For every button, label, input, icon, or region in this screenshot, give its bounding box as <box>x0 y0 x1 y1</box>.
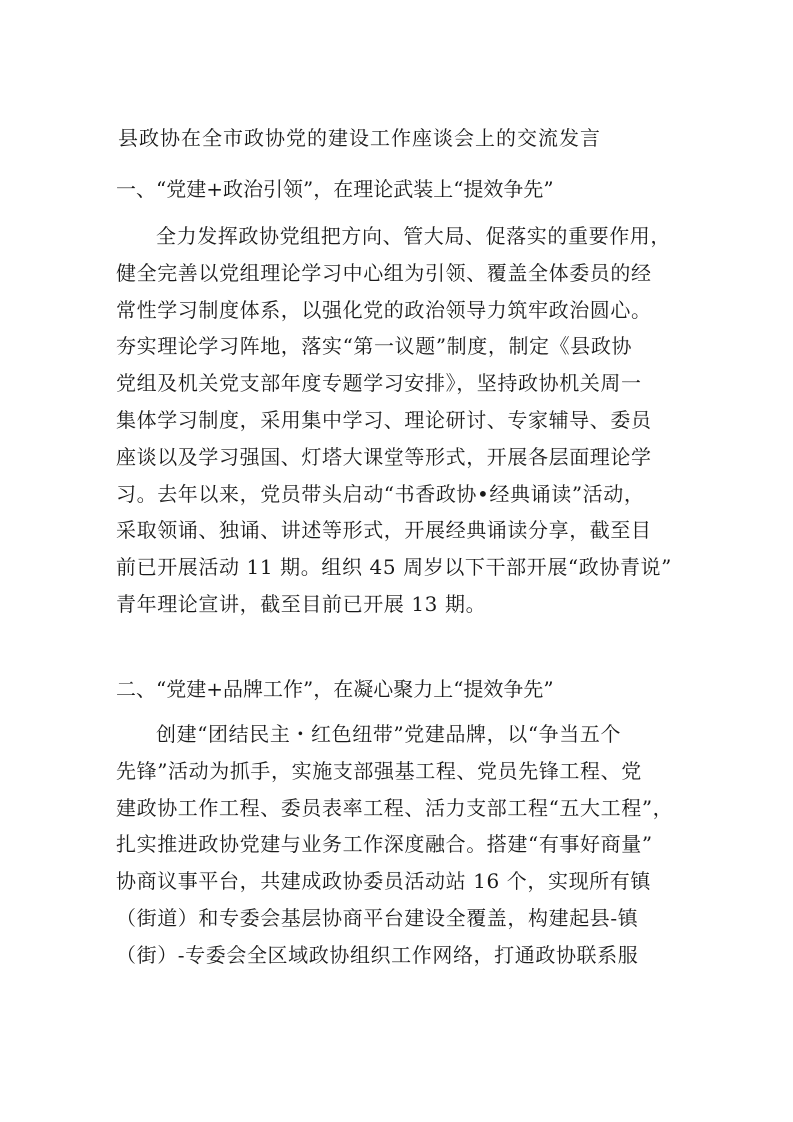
paragraph-line: 先锋”活动为抓手，实施支部强基工程、党员先锋工程、党 <box>116 758 642 783</box>
section-heading-1: 一、“党建+政治引领”，在理论武装上“提效争先” <box>116 177 554 201</box>
paragraph-line: （街道）和专委会基层协商平台建设全覆盖，构建起县-镇 <box>116 905 639 930</box>
paragraph-line: 青年理论宣讲，截至目前已开展 13 期。 <box>116 591 487 616</box>
paragraph-line: 采取领诵、独诵、讲述等形式，开展经典诵读分享，截至目 <box>116 518 652 543</box>
paragraph-line: 党组及机关党支部年度专题学习安排》，坚持政协机关周一 <box>116 371 642 396</box>
paragraph-line: 建政协工作工程、委员表率工程、活力支部工程“五大工程”， <box>116 795 674 820</box>
paragraph-line: 座谈以及学习强国、灯塔大课堂等形式，开展各层面理论学 <box>116 444 652 469</box>
section-2-paragraph <box>116 716 678 974</box>
paragraph-line: 集体学习制度，采用集中学习、理论研讨、专家辅导、委员 <box>116 407 652 432</box>
section-heading-2: 二、“党建+品牌工作”，在凝心聚力上“提效争先” <box>116 677 554 701</box>
document-title: 县政协在全市政协党的建设工作座谈会上的交流发言 <box>118 126 601 150</box>
paragraph-line: 习。去年以来，党员带头启动“书香政协•经典诵读”活动， <box>116 481 645 506</box>
paragraph-line: 常性学习制度体系，以强化党的政治领导力筑牢政治圆心。 <box>116 297 652 322</box>
paragraph-line: （街）-专委会全区域政协组织工作网络，打通政协联系服 <box>116 942 639 967</box>
paragraph-line: 前已开展活动 11 期。组织 45 周岁以下干部开展“政协青说” <box>116 555 672 580</box>
paragraph-line: 扎实推进政协党建与业务工作深度融合。搭建“有事好商量” <box>116 832 653 857</box>
paragraph-line: 全力发挥政协党组把方向、管大局、促落实的重要作用， <box>156 224 671 248</box>
paragraph-line: 创建“团结民主・红色纽带”党建品牌，以“争当五个 <box>156 722 622 746</box>
section-1-paragraph <box>116 218 678 623</box>
paragraph-line: 健全完善以党组理论学习中心组为引领、覆盖全体委员的经 <box>116 260 652 285</box>
paragraph-line: 协商议事平台，共建成政协委员活动站 16 个，实现所有镇 <box>116 869 651 894</box>
paragraph-line: 夯实理论学习阵地，落实“第一议题”制度，制定《县政协 <box>116 334 633 359</box>
